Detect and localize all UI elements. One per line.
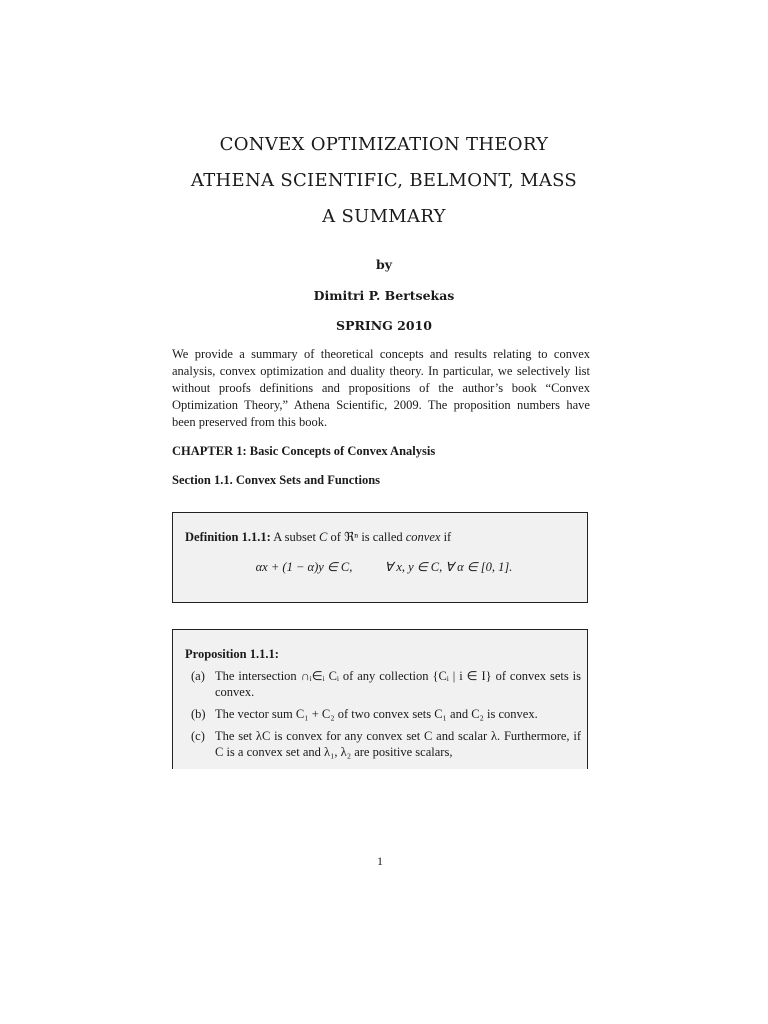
definition-text-d: if [443,530,452,544]
proposition-list [191,668,581,766]
definition-statement [185,529,451,545]
title-line-2: ATHENA SCIENTIFIC, BELMONT, MASS [190,170,578,191]
definition-box [172,512,588,603]
abstract: We provide a summary of theoretical concepts and results relating to convex analysis, convex optimization and duality theory. In particular, we selectively list without proofs definitions and propositions of the author’s book “Convex Optimization Theory,” Athena Scientific, 2009. The proposition numbers have been preserved from this book. [172,347,590,429]
item-text: The set λC is convex for any convex set C and scalar λ. Furthermore, if C is a convex set and λ₁, λ₂ are positive scalars, [215,729,581,759]
item-marker: (b) [191,707,206,721]
equation-right: ∀ x, y ∈ C, ∀ α ∈ [0, 1]. [384,560,513,574]
definition-text-c: is called [361,530,403,544]
page-number: 1 [377,854,383,868]
title-line-3: A SUMMARY [322,206,446,227]
proposition-label: Proposition 1.1.1: [185,647,279,661]
definition-term: convex [405,530,441,544]
item-marker: (a) [191,669,205,683]
definition-text-a: A subset [273,530,316,544]
equation-left: αx + (1 − α)y ∈ C, [255,560,353,574]
list-item [191,728,581,760]
section-heading: Section 1.1. Convex Sets and Functions [172,473,381,487]
definition-text-b: of [330,530,341,544]
proposition-box [172,629,588,769]
author-name: Dimitri P. Bertsekas [313,288,455,303]
item-text: The vector sum C₁ + C₂ of two convex sets C₁ and C₂ is convex. [215,707,538,721]
list-item [191,668,581,700]
definition-symbol-rn: ℜⁿ [344,530,359,544]
definition-label: Definition 1.1.1: [185,530,271,544]
item-text: The intersection ∩ᵢ∈ᵢ Cᵢ of any collection {Cᵢ | i ∈ I} of convex sets is convex. [215,669,581,699]
chapter-heading: CHAPTER 1: Basic Concepts of Convex Analysis [172,444,436,458]
item-marker: (c) [191,729,205,743]
byline: by [375,257,392,272]
definition-symbol-c: C [319,530,328,544]
title-line-1: CONVEX OPTIMIZATION THEORY [219,134,549,155]
date: SPRING 2010 [336,318,432,333]
definition-equation [173,559,587,575]
list-item [191,706,581,722]
